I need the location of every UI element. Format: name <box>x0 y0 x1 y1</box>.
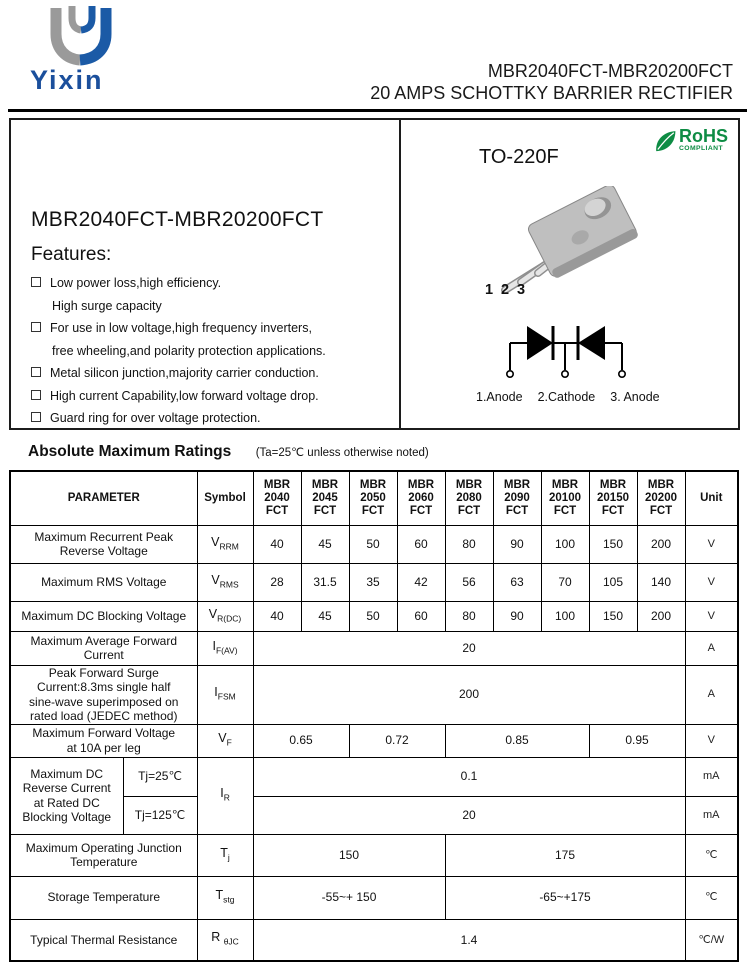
feature-text: High surge capacity <box>52 298 162 313</box>
unit-cell: V <box>685 563 738 601</box>
value-cell: 0.85 <box>445 724 589 757</box>
value-cell: 90 <box>493 525 541 563</box>
column-header-model-2: MBR 2050 FCT <box>349 471 397 525</box>
unit-cell: A <box>685 665 738 724</box>
feature-item <box>31 362 391 385</box>
symbol-cell: $V_{R(DC)}$ <box>197 601 253 631</box>
feature-text: Low power loss,high efficiency. <box>50 276 222 290</box>
value-cell: 40 <box>253 601 301 631</box>
value-cell: 0.1 <box>253 757 685 796</box>
unit-cell: ℃ <box>685 834 738 876</box>
param-cell: Typical Thermal Resistance <box>10 919 197 961</box>
part-range-heading: MBR2040FCT-MBR20200FCT <box>31 208 324 231</box>
part-number-title: MBR2040FCT-MBR20200FCT <box>487 61 733 81</box>
value-cell: 31.5 <box>301 563 349 601</box>
feature-text: free wheeling,and polarity protection applications. <box>52 343 326 358</box>
column-header-symbol: Symbol <box>197 471 253 525</box>
value-cell: 60 <box>397 601 445 631</box>
unit-cell: V <box>685 601 738 631</box>
table-row <box>10 563 738 601</box>
pin-numbers <box>485 282 533 298</box>
unit-cell: ℃/W <box>685 919 738 961</box>
column-header-model-4: MBR 2080 FCT <box>445 471 493 525</box>
value-cell: 20 <box>253 796 685 834</box>
param-cell: Maximum Forward Voltage at 10A per leg <box>10 724 197 757</box>
param-cell: Maximum RMS Voltage <box>10 563 197 601</box>
value-cell: 80 <box>445 525 493 563</box>
value-cell: 42 <box>397 563 445 601</box>
value-cell: 200 <box>637 601 685 631</box>
param-cell: Maximum Operating Junction Temperature <box>10 834 197 876</box>
column-header-model-8: MBR 20200 FCT <box>637 471 685 525</box>
rohs-compliant-label: COMPLIANT <box>679 145 723 152</box>
feature-item <box>31 317 391 362</box>
symbol-cell: $V_{RMS}$ <box>197 563 253 601</box>
value-cell: 200 <box>637 525 685 563</box>
unit-cell: V <box>685 724 738 757</box>
unit-cell: V <box>685 525 738 563</box>
feature-text: High current Capability,low forward voltage drop. <box>50 388 319 403</box>
value-cell: 50 <box>349 525 397 563</box>
value-cell: 70 <box>541 563 589 601</box>
column-header-model-5: MBR 2090 FCT <box>493 471 541 525</box>
value-cell: 40 <box>253 525 301 563</box>
value-cell: 200 <box>253 665 685 724</box>
feature-item <box>31 385 391 408</box>
unit-cell: mA <box>685 796 738 834</box>
symbol-cell: $V_{RRM}$ <box>197 525 253 563</box>
table-row <box>10 757 738 796</box>
checkbox-icon <box>31 322 41 332</box>
table-row <box>10 601 738 631</box>
feature-item <box>31 407 391 430</box>
column-header-model-3: MBR 2060 FCT <box>397 471 445 525</box>
checkbox-icon <box>31 390 41 400</box>
overview-box <box>9 118 740 430</box>
pin-legend-anode1: 1.Anode <box>476 390 523 404</box>
param-cell: Maximum Recurrent Peak Reverse Voltage <box>10 525 197 563</box>
feature-item <box>31 272 391 317</box>
value-cell: 45 <box>301 525 349 563</box>
value-cell: 100 <box>541 525 589 563</box>
pin-number-1: 1 <box>485 282 494 298</box>
value-cell: 175 <box>445 834 685 876</box>
param-cell: Maximum DC Blocking Voltage <box>10 601 197 631</box>
value-cell: 90 <box>493 601 541 631</box>
pin-number-2: 2 <box>501 282 510 298</box>
param-cell: Maximum DC Reverse Current at Rated DC Blocking Voltage <box>10 757 123 834</box>
leaf-icon <box>653 128 677 155</box>
value-cell: 56 <box>445 563 493 601</box>
value-cell: 60 <box>397 525 445 563</box>
symbol-cell: R $_{\theta JC}$ <box>197 919 253 961</box>
rohs-badge <box>653 128 728 155</box>
document-title <box>370 60 733 104</box>
value-cell: 105 <box>589 563 637 601</box>
product-description-title: 20 AMPS SCHOTTKY BARRIER RECTIFIER <box>370 83 733 103</box>
pin-legend-anode3: 3. Anode <box>610 390 660 404</box>
column-header-model-1: MBR 2045 FCT <box>301 471 349 525</box>
value-cell: 50 <box>349 601 397 631</box>
table-row <box>10 665 738 724</box>
checkbox-icon <box>31 367 41 377</box>
value-cell: 28 <box>253 563 301 601</box>
column-header-parameter: PARAMETER <box>10 471 197 525</box>
table-row <box>10 919 738 961</box>
table-row <box>10 876 738 919</box>
cond-cell: Tj=25℃ <box>123 757 197 796</box>
brand-name: Yixin <box>30 65 104 95</box>
absolute-maximum-ratings-table <box>9 470 739 962</box>
symbol-cell: $I_{FSM}$ <box>197 665 253 724</box>
symbol-cell: $V_F$ <box>197 724 253 757</box>
value-cell: 80 <box>445 601 493 631</box>
symbol-cell: $I_{F(AV)}$ <box>197 631 253 665</box>
unit-cell: A <box>685 631 738 665</box>
rohs-label: RoHS <box>679 126 728 146</box>
features-list <box>31 272 391 430</box>
value-cell: 0.95 <box>589 724 685 757</box>
param-cell: Maximum Average Forward Current <box>10 631 197 665</box>
value-cell: 0.65 <box>253 724 349 757</box>
column-header-model-6: MBR 20100 FCT <box>541 471 589 525</box>
package-name: TO-220F <box>479 146 559 168</box>
ratings-title: Absolute Maximum Ratings <box>28 443 232 460</box>
value-cell: 0.72 <box>349 724 445 757</box>
value-cell: -65~+175 <box>445 876 685 919</box>
param-cell: Storage Temperature <box>10 876 197 919</box>
value-cell: 100 <box>541 601 589 631</box>
value-cell: 1.4 <box>253 919 685 961</box>
symbol-cell: $T_{stg}$ <box>197 876 253 919</box>
features-heading: Features: <box>31 244 112 265</box>
checkbox-icon <box>31 412 41 422</box>
vertical-divider <box>399 120 401 428</box>
feature-text: Guard ring for over voltage protection. <box>50 411 261 425</box>
page-header <box>8 0 747 112</box>
pin-number-3: 3 <box>517 282 526 298</box>
table-row <box>10 631 738 665</box>
value-cell: 150 <box>253 834 445 876</box>
feature-text: For use in low voltage,high frequency inverters, <box>50 321 312 335</box>
pin-legend-cathode: 2.Cathode <box>537 390 596 404</box>
column-header-model-7: MBR 20150 FCT <box>589 471 637 525</box>
cond-cell: Tj=125℃ <box>123 796 197 834</box>
table-row <box>10 724 738 757</box>
diode-schematic <box>506 318 636 388</box>
table-row <box>10 525 738 563</box>
ratings-subtitle: (Ta=25℃ unless otherwise noted) <box>255 447 429 459</box>
table-row <box>10 834 738 876</box>
value-cell: 35 <box>349 563 397 601</box>
feature-text: Metal silicon junction,majority carrier conduction. <box>50 366 319 380</box>
value-cell: 20 <box>253 631 685 665</box>
brand-logo <box>22 4 172 96</box>
logo-u-icon <box>22 4 128 68</box>
pin-legend <box>476 390 660 404</box>
checkbox-icon <box>31 277 41 287</box>
value-cell: 63 <box>493 563 541 601</box>
value-cell: 150 <box>589 601 637 631</box>
symbol-cell: $T_j$ <box>197 834 253 876</box>
value-cell: -55~+ 150 <box>253 876 445 919</box>
value-cell: 140 <box>637 563 685 601</box>
ratings-heading <box>28 443 429 461</box>
symbol-cell: $I_R$ <box>197 757 253 834</box>
param-cell: Peak Forward Surge Current:8.3ms single half sine-wave superimposed on rated load (JEDEC method) <box>10 665 197 724</box>
column-header-model-0: MBR 2040 FCT <box>253 471 301 525</box>
value-cell: 45 <box>301 601 349 631</box>
column-header-unit: Unit <box>685 471 738 525</box>
value-cell: 150 <box>589 525 637 563</box>
unit-cell: ℃ <box>685 876 738 919</box>
unit-cell: mA <box>685 757 738 796</box>
